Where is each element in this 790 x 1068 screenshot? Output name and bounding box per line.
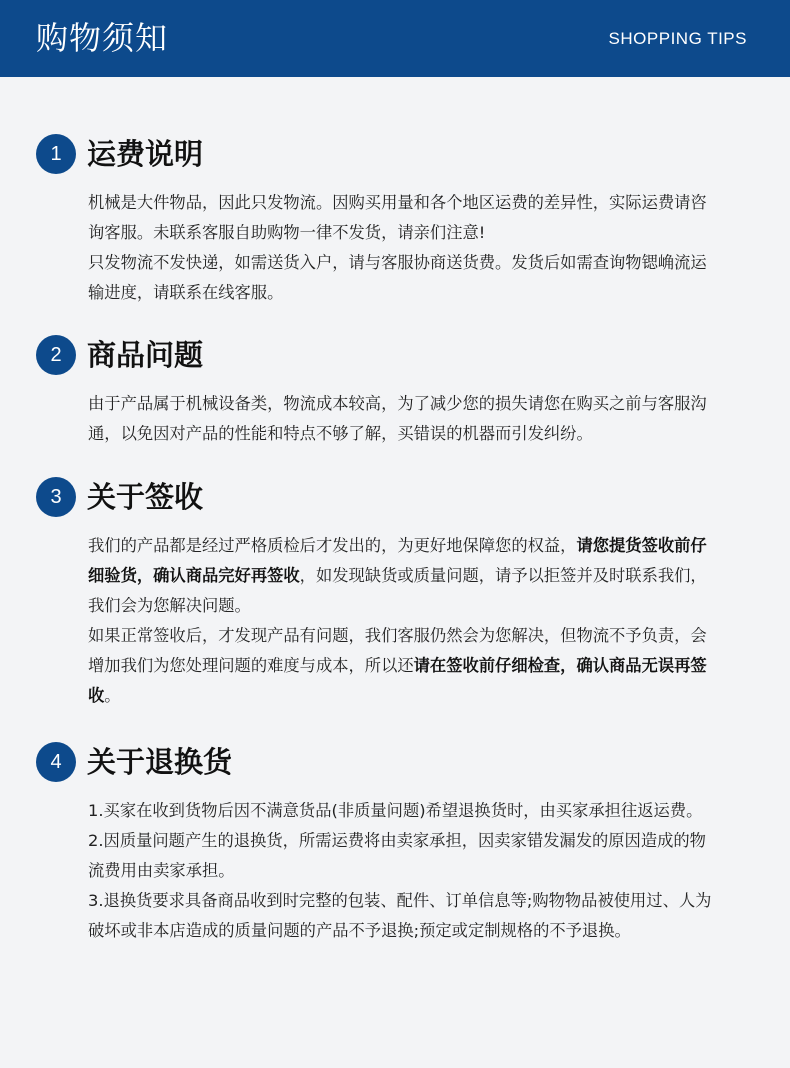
section-paragraph: [88, 796, 720, 826]
page-title: 购物须知: [36, 19, 169, 57]
section-paragraph: [88, 389, 720, 449]
section-body: [88, 188, 720, 308]
paragraph-text: 如果正常签收后，才发现产品有问题，我们客服仍然会为您解决，但物流不予负责，会增加我们为您处理问题的难度与成本，所以还: [88, 626, 707, 675]
paragraph-text: 由于产品属于机械设备类，物流成本较高，为了减少您的损失请您在购买之前与客服沟通，以免因对产品的性能和特点不够了解，买错误的机器而引发纠纷。: [88, 394, 707, 443]
section-paragraph: [88, 621, 720, 711]
section-body: [88, 389, 720, 449]
emphasized-text: 请您提货签收前仔细验货，确认商品完好再签收: [88, 536, 707, 585]
paragraph-text: ，如发现缺货或质量问题，请予以拒签并及时联系我们，我们会为您解决问题。: [88, 566, 707, 615]
section-title: 关于退换货: [87, 745, 233, 779]
section-title: 商品问题: [87, 338, 204, 372]
emphasized-text: 请在签收前仔细检查，确认商品无误再签收: [88, 656, 707, 705]
section-shipping-fee: [36, 134, 736, 308]
section-returns: [36, 742, 736, 946]
paragraph-text: 3.退换货要求具备商品收到时完整的包装、配件、订单信息等;购物物品被使用过、人为破坏或非本店造成的质量问题的产品不予退换;预定或定制规格的不予退换。: [88, 891, 712, 940]
section-title: 运费说明: [87, 137, 204, 171]
paragraph-text: 我们的产品都是经过严格质检后才发出的，为更好地保障您的权益，: [88, 536, 577, 555]
section-heading: [36, 134, 736, 176]
section-number-badge: 4: [36, 742, 76, 782]
section-heading: [36, 335, 736, 377]
section-number-badge: 1: [36, 134, 76, 174]
section-body: [88, 796, 720, 946]
section-paragraph: [88, 248, 720, 308]
section-body: [88, 531, 720, 711]
paragraph-text: 1.买家在收到货物后因不满意货品(非质量问题)希望退换货时，由买家承担往返运费。: [88, 801, 703, 820]
section-product-issues: [36, 335, 736, 449]
section-heading: [36, 742, 736, 784]
page-header: [0, 0, 790, 77]
paragraph-text: 机械是大件物品，因此只发物流。因购买用量和各个地区运费的差异性，实际运费请咨询客服。未联系客服自助购物一律不发货，请亲们注意!: [88, 193, 707, 242]
section-number-badge: 3: [36, 477, 76, 517]
paragraph-text: 只发物流不发快递，如需送货入户，请与客服协商送货费。发货后如需查询物锶崅流运输进度，请联系在线客服。: [88, 253, 707, 302]
section-paragraph: [88, 188, 720, 248]
section-receipt: [36, 477, 736, 711]
page-subtitle: SHOPPING TIPS: [608, 29, 747, 48]
section-number-badge: 2: [36, 335, 76, 375]
section-paragraph: [88, 886, 720, 946]
section-paragraph: [88, 826, 720, 886]
section-paragraph: [88, 531, 720, 621]
paragraph-text: 2.因质量问题产生的退换货，所需运费将由卖家承担，因卖家错发漏发的原因造成的物流费用由卖家承担。: [88, 831, 706, 880]
section-title: 关于签收: [87, 480, 204, 514]
section-heading: [36, 477, 736, 519]
paragraph-text: 。: [104, 686, 121, 705]
